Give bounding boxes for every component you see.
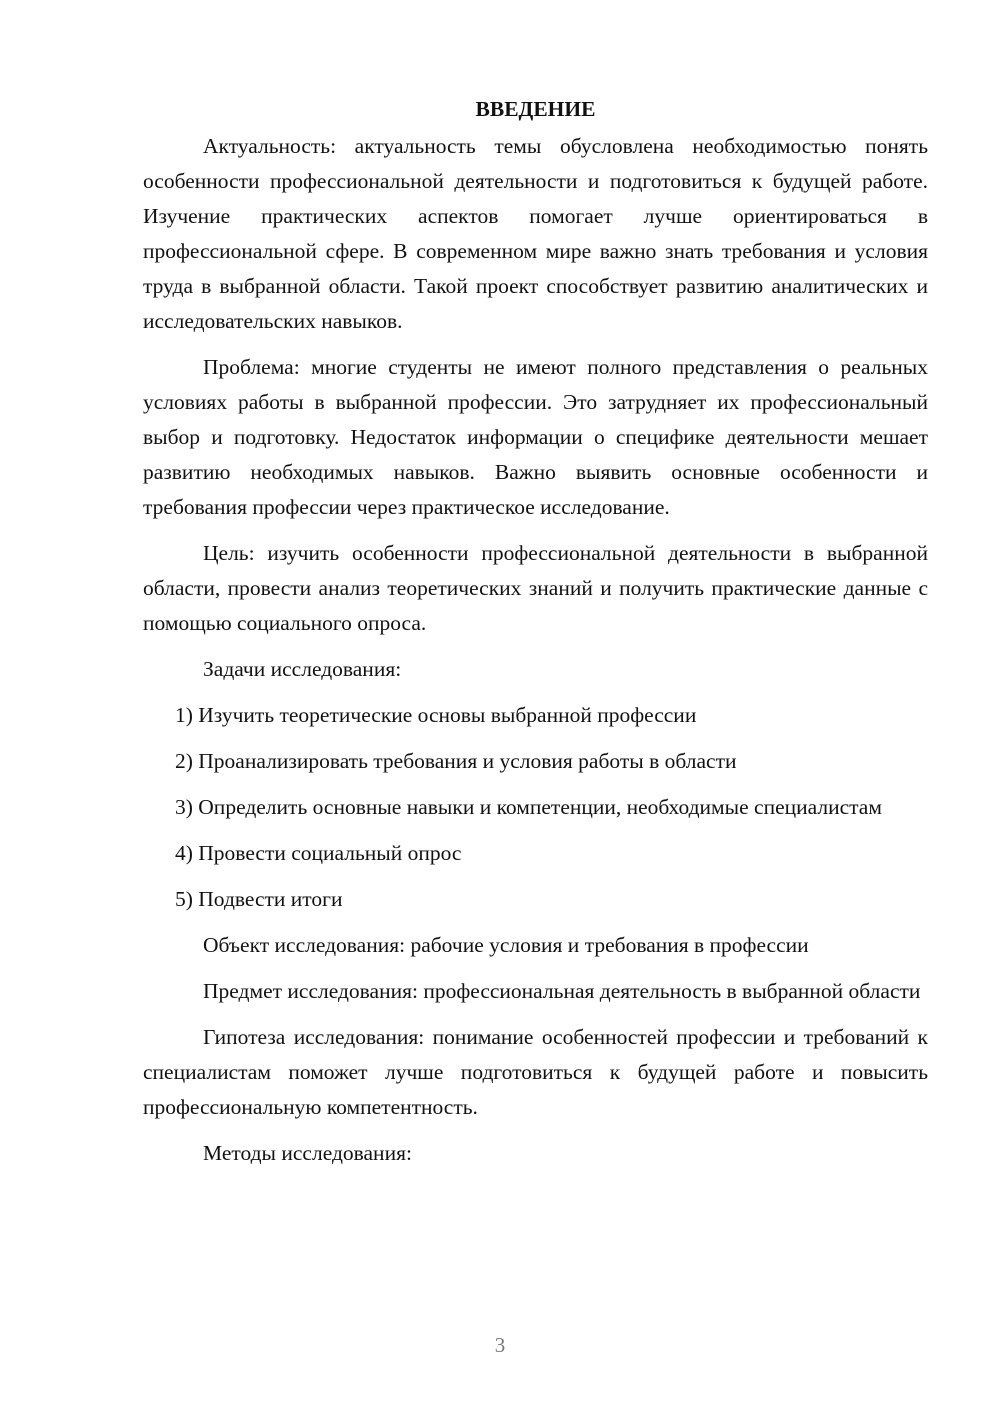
paragraph-goal: Цель: изучить особенности профессиональной деятельности в выбранной области, провести анализ теоретических знаний и получить практические данные с помощью социального опроса. — [143, 541, 928, 635]
task-item-3: 3) Определить основные навыки и компетенции, необходимые специалистам — [175, 795, 882, 819]
paragraph-relevance: Актуальность: актуальность темы обусловлена необходимостью понять особенности профессиональной деятельности и подготовиться к будущей работе. Изучение практических аспектов помогает лучше ориентироваться в профессиональной сфере. В современном мире важно знать требования и условия труда в выбранной области. Такой проект способствует развитию аналитических и исследовательских навыков. — [143, 134, 928, 333]
paragraph-object: Объект исследования: рабочие условия и требования в профессии — [203, 933, 809, 957]
methods-heading: Методы исследования: — [203, 1141, 412, 1165]
task-item-2: 2) Проанализировать требования и условия работы в области — [175, 749, 737, 773]
section-title: ВВЕДЕНИЕ — [475, 97, 596, 121]
task-item-5: 5) Подвести итоги — [175, 887, 343, 911]
task-item-4: 4) Провести социальный опрос — [175, 841, 462, 865]
page-number: 3 — [494, 1333, 506, 1357]
task-item-1: 1) Изучить теоретические основы выбранной профессии — [175, 703, 697, 727]
paragraph-hypothesis: Гипотеза исследования: понимание особенностей профессии и требований к специалистам поможет лучше подготовиться к будущей работе и повысить профессиональную компетентность. — [143, 1025, 928, 1119]
paragraph-subject: Предмет исследования: профессиональная деятельность в выбранной области — [203, 979, 921, 1003]
tasks-heading: Задачи исследования: — [203, 657, 402, 681]
document-page — [143, 92, 928, 1182]
paragraph-problem: Проблема: многие студенты не имеют полного представления о реальных условиях работы в выбранной профессии. Это затрудняет их профессиональный выбор и подготовку. Недостаток информации о специфике деятельности мешает развитию необходимых навыков. Важно выявить основные особенности и требования профессии через практическое исследование. — [143, 355, 928, 519]
